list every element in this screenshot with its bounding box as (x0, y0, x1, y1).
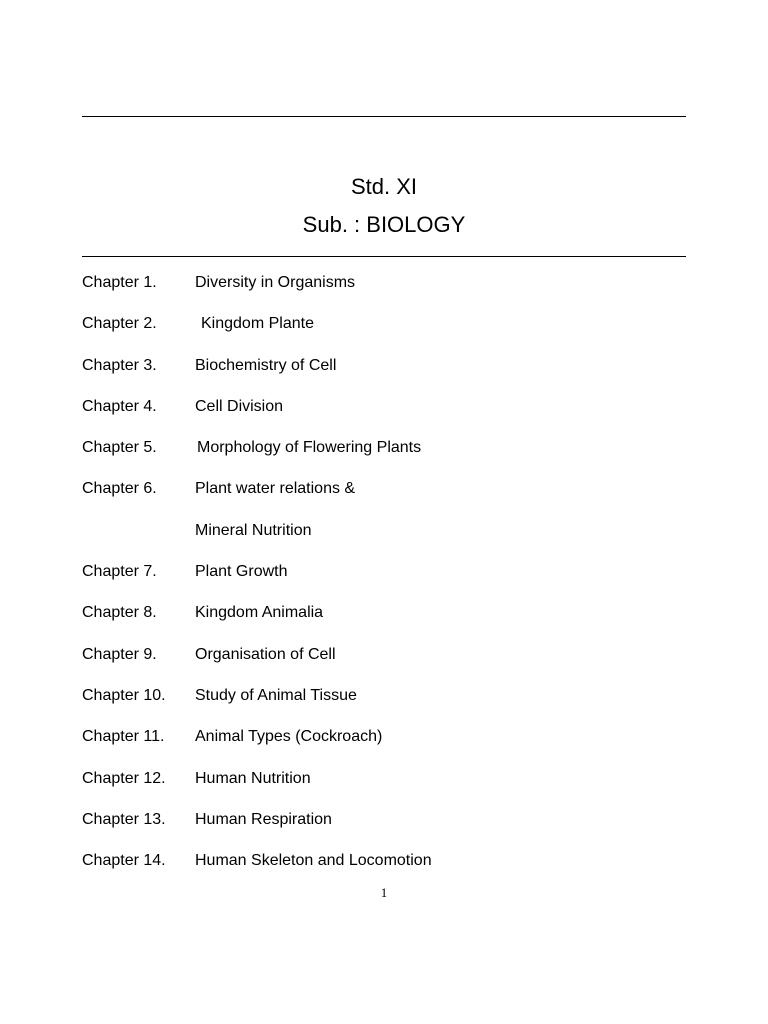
chapter-row (82, 272, 686, 313)
chapter-row (82, 437, 686, 478)
chapter-number: Chapter 11. (82, 728, 165, 746)
chapter-row (82, 809, 686, 850)
chapter-number: Chapter 13. (82, 810, 166, 828)
chapter-number: Chapter 1. (82, 274, 157, 291)
chapter-number: Chapter 7. (82, 563, 157, 581)
chapter-row (82, 396, 686, 437)
chapter-number: Chapter 10. (82, 686, 166, 704)
heading-divider-rule (82, 256, 686, 257)
chapter-title: Diversity in Organisms (195, 274, 356, 291)
chapter-row (82, 355, 686, 396)
chapter-row (82, 685, 686, 726)
chapter-title: Plant water relations & (195, 480, 356, 498)
chapter-number: Chapter 8. (82, 604, 157, 622)
chapter-title: Morphology of Flowering Plants (197, 439, 422, 457)
chapter-row (82, 313, 686, 354)
chapter-title: Kingdom Plante (201, 315, 314, 333)
chapter-number: Chapter 12. (82, 769, 166, 787)
chapter-number: Chapter 6. (82, 480, 157, 498)
chapter-title: Kingdom Animalia (195, 604, 324, 622)
chapter-list (82, 272, 686, 891)
chapter-title: Human Respiration (195, 810, 332, 828)
chapter-number: Chapter 4. (82, 397, 157, 415)
chapter-row (82, 726, 686, 767)
chapter-number: Chapter 5. (82, 439, 157, 457)
class-heading: Std. XI (350, 174, 418, 199)
chapter-title-continuation: Mineral Nutrition (195, 521, 312, 539)
chapter-row (82, 768, 686, 809)
page-number: 1 (380, 885, 388, 900)
chapter-title: Human Skeleton and Locomotion (195, 852, 432, 870)
chapter-number: Chapter 3. (82, 356, 157, 374)
chapter-number: Chapter 14. (82, 852, 166, 870)
chapter-title-continuation-row (82, 520, 686, 561)
chapter-row (82, 561, 686, 602)
chapter-number: Chapter 2. (82, 315, 157, 333)
chapter-row (82, 478, 686, 519)
chapter-title: Cell Division (195, 397, 284, 415)
chapter-row (82, 602, 686, 643)
chapter-title: Biochemistry of Cell (195, 356, 337, 374)
chapter-title: Study of Animal Tissue (195, 686, 357, 704)
subject-heading: Sub. : BIOLOGY (302, 212, 466, 237)
chapter-title: Human Nutrition (195, 769, 311, 787)
chapter-number: Chapter 9. (82, 645, 157, 663)
chapter-title: Organisation of Cell (195, 645, 336, 663)
top-horizontal-rule (82, 116, 686, 117)
chapter-row (82, 644, 686, 685)
chapter-title: Plant Growth (195, 563, 288, 581)
chapter-title: Animal Types (Cockroach) (195, 728, 383, 746)
